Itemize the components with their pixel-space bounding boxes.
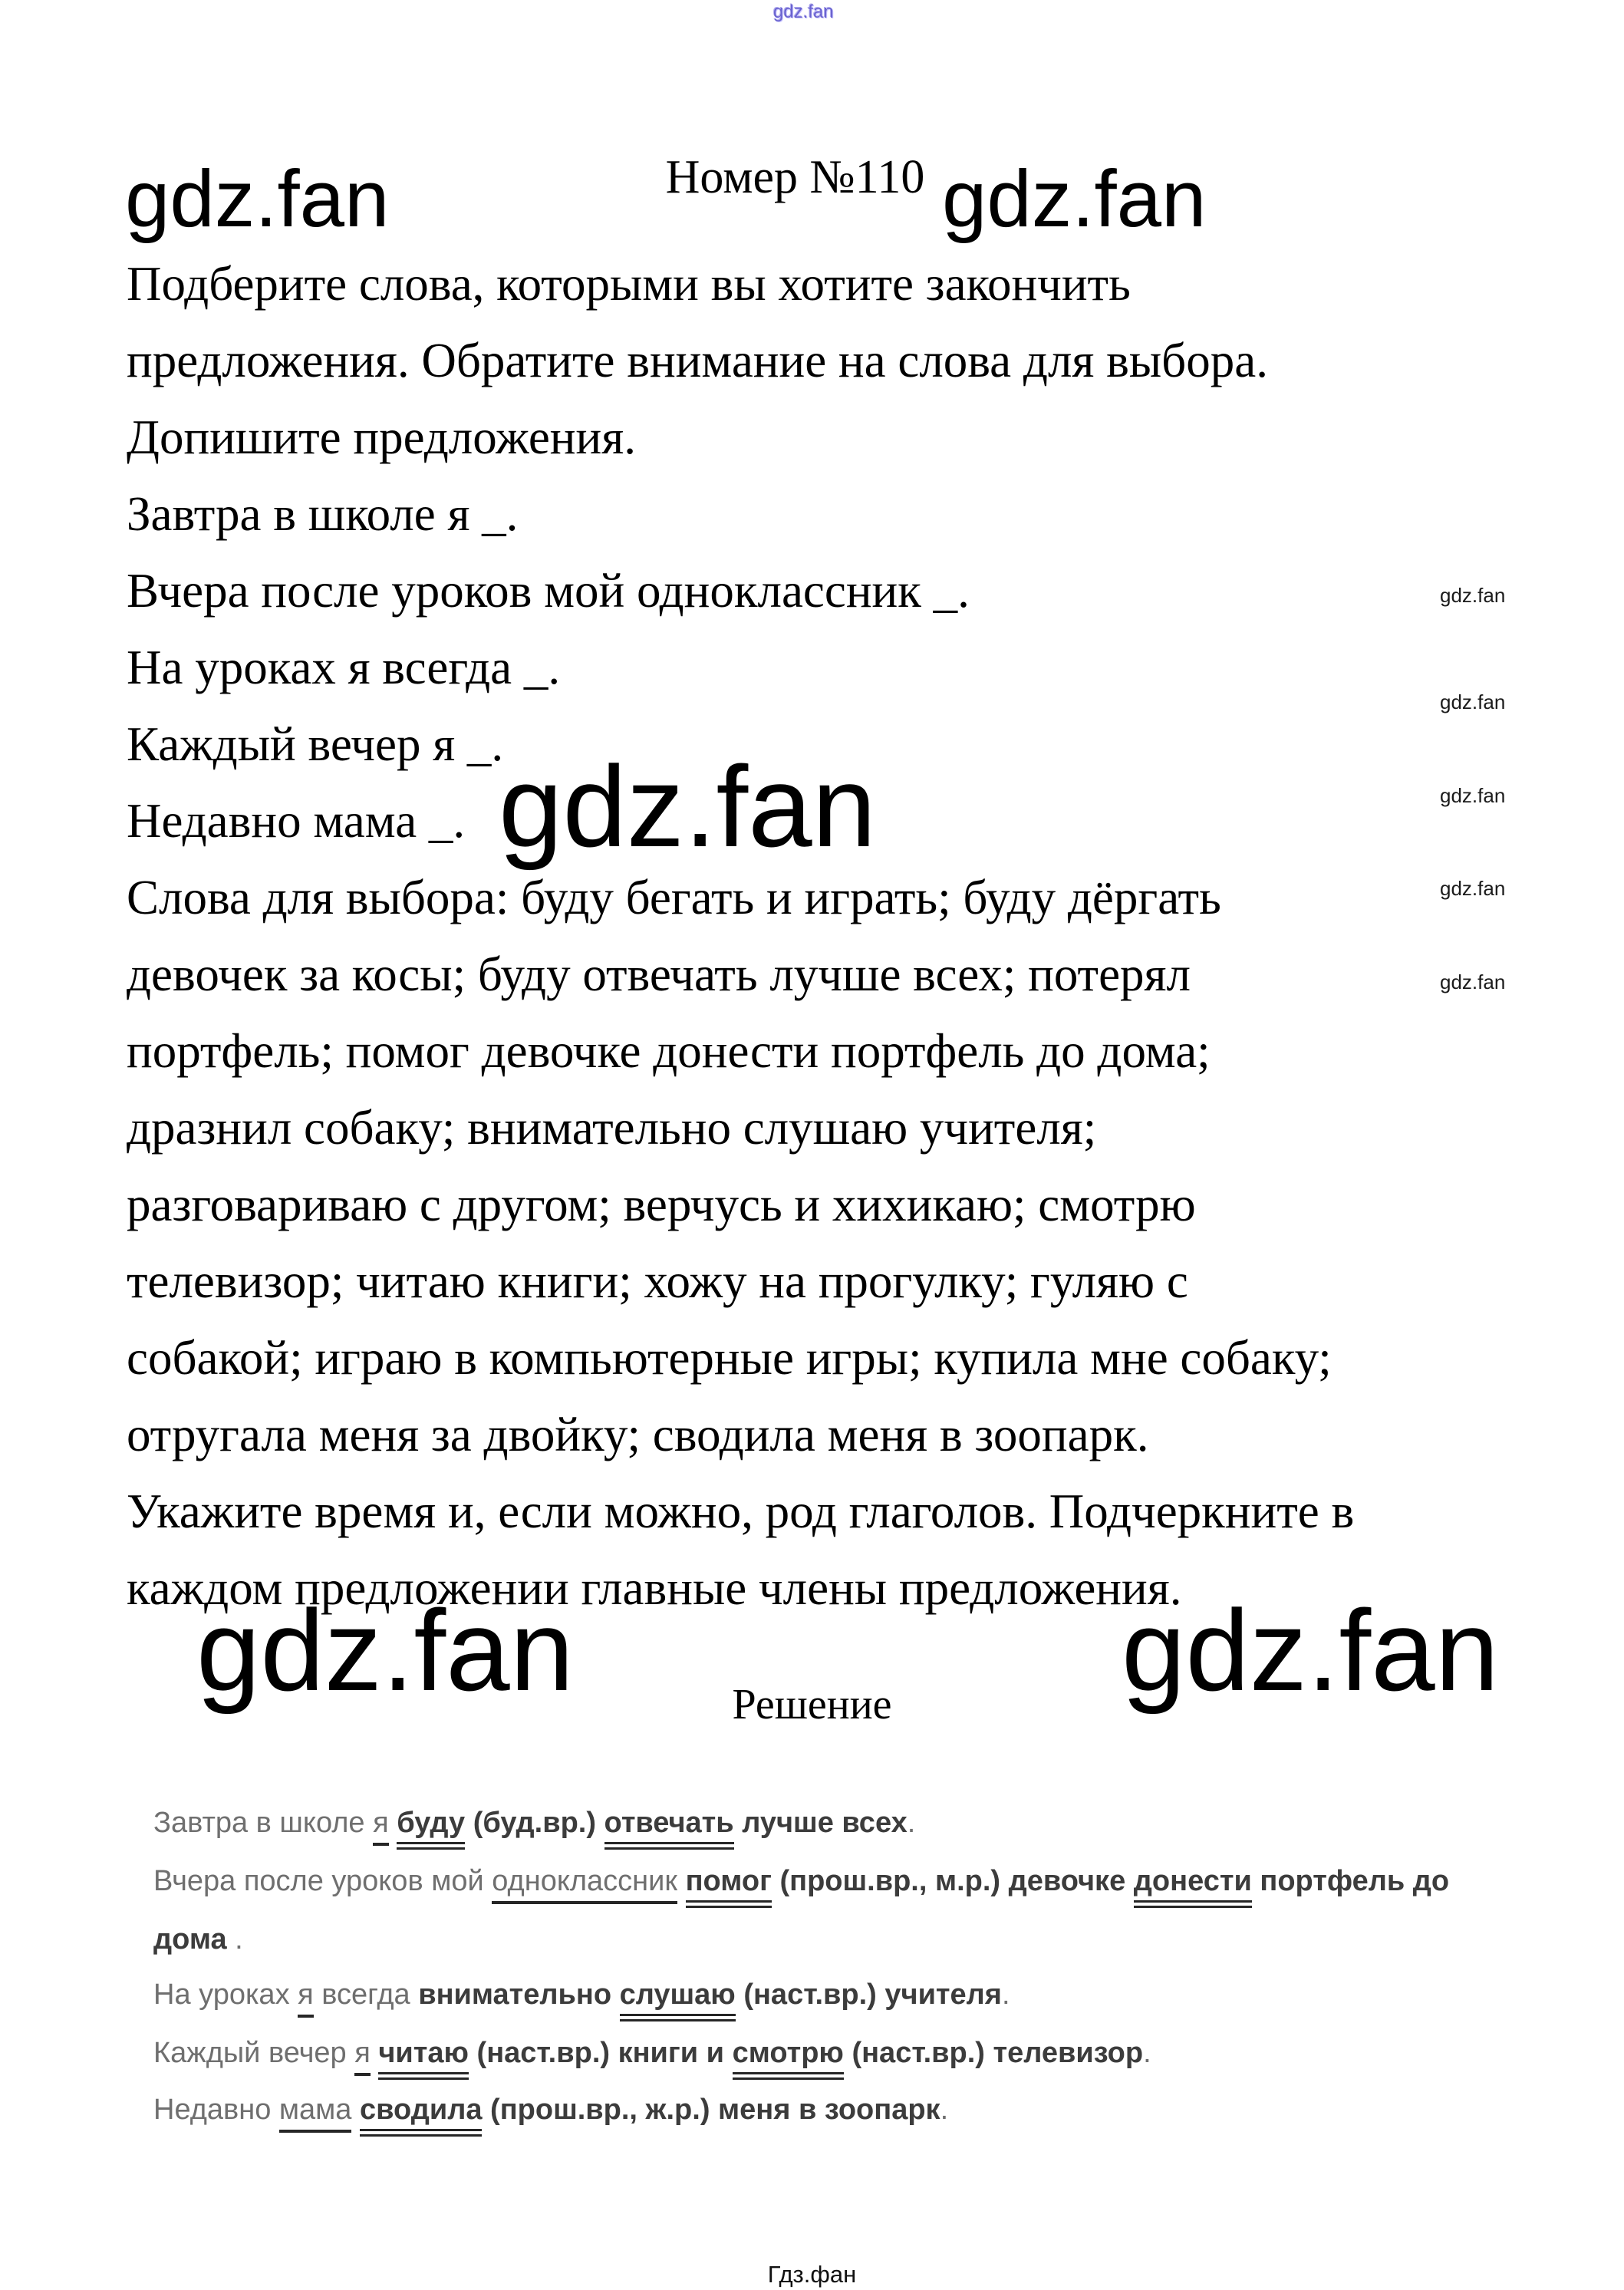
solution-line [153, 1863, 1449, 1900]
solution-segment: донести [1134, 1865, 1252, 1908]
task-line: Слова для выбора: буду бегать и играть; буду дёргать [127, 871, 1221, 924]
solution-segment: (наст.вр.) учителя [735, 1979, 1002, 2011]
solution-segment: (прош.вр., ж.р.) меня в зоопарк [482, 2094, 940, 2126]
task-line: дразнил собаку; внимательно слушаю учителя; [127, 1101, 1097, 1155]
solution-segment: . [1001, 1979, 1010, 2011]
side-small-watermark: gdz.fan [1440, 877, 1506, 900]
solution-line [153, 2091, 948, 2128]
task-line: девочек за косы; буду отвечать лучше всех; потерял [127, 947, 1191, 1001]
solution-segment: дома [153, 1923, 227, 1956]
side-small-watermark: gdz.fan [1440, 970, 1506, 993]
task-line: Вчера после уроков мой одноклассник _. [127, 564, 970, 618]
task-line: телевизор; читаю книги; хожу на прогулку; гуляю с [127, 1254, 1188, 1308]
solution-segment: помог [686, 1865, 772, 1908]
solution-line [153, 1921, 243, 1958]
task-line: предложения. Обратите внимание на слова для выбора. [127, 334, 1268, 387]
solution-segment: (буд.вр.) [465, 1807, 604, 1839]
solution-segment: Недавно [153, 2094, 279, 2126]
solution-segment: буду [397, 1807, 465, 1850]
header-left-watermark: gdz.fan [125, 154, 390, 244]
bottom-left-watermark: gdz.fan [196, 1586, 575, 1715]
solution-segment: . [907, 1807, 916, 1839]
task-line: отругала меня за двойку; сводила меня в зоопарк. [127, 1408, 1149, 1461]
task-line: На уроках я всегда _. [127, 641, 561, 694]
solution-segment: одноклассник [492, 1865, 677, 1904]
header-right-watermark: gdz.fan [942, 154, 1207, 244]
task-line: разговариваю с другом; верчусь и хихикаю; смотрю [127, 1178, 1196, 1231]
footer-site-name: Гдз.фан [767, 2261, 857, 2288]
solution-segment: (прош.вр., м.р.) девочке [771, 1865, 1134, 1897]
task-line: Завтра в школе я _. [127, 487, 519, 541]
solution-segment: я [373, 1807, 389, 1846]
solution-segment: слушаю [620, 1979, 736, 2021]
solution-segment: я [298, 1979, 314, 2018]
solution-segment: я [354, 2037, 371, 2076]
task-line: Укажите время и, если можно, род глаголов. Подчеркните в [127, 1484, 1355, 1538]
solution-segment: отвечать [604, 1807, 734, 1850]
task-line: портфель; помог девочке донести портфель до дома; [127, 1024, 1211, 1078]
task-line: Допишите предложения. [127, 410, 636, 464]
solution-segment: Вчера после уроков мой [153, 1865, 492, 1897]
solution-segment: всегда [313, 1979, 419, 2011]
top-tiny-watermark: gdz.fan [773, 2, 834, 22]
solution-segment: мама [279, 2094, 352, 2133]
bottom-right-watermark: gdz.fan [1122, 1586, 1500, 1715]
solution-segment: . [940, 2094, 949, 2126]
solution-segment: . [226, 1923, 243, 1956]
solution-segment: . [1143, 2037, 1151, 2069]
task-line: Каждый вечер я _. [127, 717, 504, 771]
page-title: Номер №110 [665, 151, 925, 203]
solution-segment: смотрю [733, 2037, 844, 2080]
solution-segment: (наст.вр.) книги и [468, 2037, 733, 2069]
side-small-watermark: gdz.fan [1440, 690, 1506, 713]
solution-segment: Завтра в школе [153, 1807, 374, 1839]
solution-segment [351, 2094, 360, 2126]
solution-segment: внимательно [418, 1979, 620, 2011]
solution-segment: лучше всех [733, 1807, 908, 1839]
solution-segment: сводила [360, 2094, 482, 2137]
side-small-watermark: gdz.fan [1440, 584, 1506, 607]
solution-segment: читаю [378, 2037, 469, 2080]
solution-segment [389, 1807, 397, 1839]
solution-line [153, 2035, 1151, 2071]
solution-heading: Решение [732, 1681, 892, 1728]
solution-line [153, 1804, 915, 1841]
task-line: Недавно мама _. [127, 794, 466, 848]
task-line: каждом предложении главные члены предложения. [127, 1561, 1182, 1615]
solution-segment: портфель до [1251, 1865, 1450, 1897]
task-text [127, 245, 1523, 1626]
side-small-watermark: gdz.fan [1440, 784, 1506, 807]
solution-segment [371, 2037, 379, 2069]
solution-segment: (наст.вр.) телевизор [843, 2037, 1144, 2069]
solution-segment [677, 1865, 686, 1897]
task-line: Подберите слова, которыми вы хотите закончить [127, 257, 1131, 311]
task-line: собакой; играю в компьютерные игры; купила мне собаку; [127, 1331, 1332, 1385]
solution-line [153, 1976, 1010, 2013]
solution-segment: На уроках [153, 1979, 298, 2011]
solution-segment: Каждый вечер [153, 2037, 355, 2069]
mid-watermark: gdz.fan [499, 742, 877, 871]
